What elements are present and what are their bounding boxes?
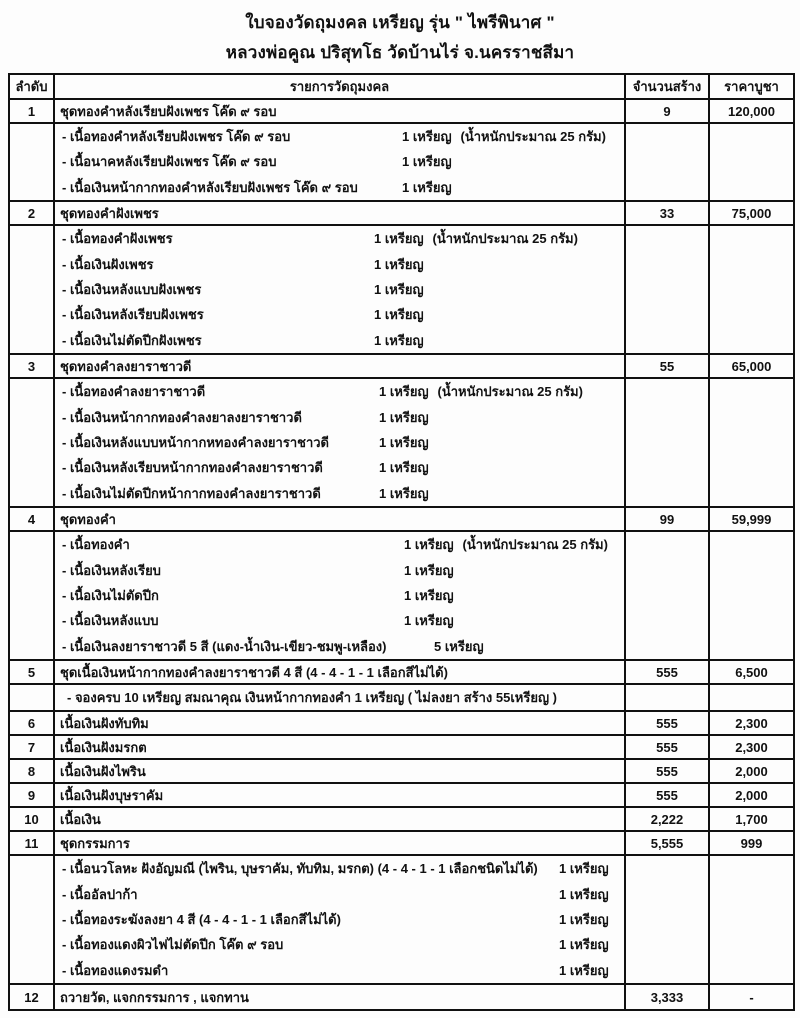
item-price: 6,500 bbox=[735, 664, 768, 680]
sub-items-block-4 bbox=[10, 532, 793, 661]
row-number: 7 bbox=[10, 736, 55, 758]
table-row-7 bbox=[10, 736, 793, 760]
sub-item bbox=[62, 149, 624, 174]
empty-cell bbox=[710, 532, 793, 659]
sub-item bbox=[62, 583, 624, 608]
item-price: 75,000 bbox=[731, 205, 772, 221]
sub-item-amount: 1 เหรียญ bbox=[374, 231, 424, 247]
item-label: เนื้อเงิน bbox=[55, 808, 626, 830]
item-qty: 555 bbox=[626, 736, 710, 758]
empty-cell bbox=[626, 124, 710, 200]
item-qty: 555 bbox=[626, 712, 710, 734]
sub-item-desc: - เนื้อเงินหลังแบบ bbox=[62, 613, 159, 629]
sub-item-desc: - เนื้อทองคำหลังเรียบฝังเพชร โค๊ด ๙ รอบ bbox=[62, 129, 291, 145]
item-qty: 33 bbox=[626, 202, 710, 224]
sub-item-note: (น้ำหนักประมาณ 25 กรัม) bbox=[460, 129, 606, 145]
header-price: ราคาบูชา bbox=[724, 79, 779, 94]
row-number: 9 bbox=[10, 784, 55, 806]
item-qty: 555 bbox=[626, 784, 710, 806]
item-qty: 555 bbox=[626, 760, 710, 782]
row-number: 4 bbox=[10, 508, 55, 530]
table-row-9 bbox=[10, 784, 793, 808]
sub-items-block-3 bbox=[10, 379, 793, 508]
sub-item bbox=[62, 405, 624, 430]
sub-item bbox=[62, 430, 624, 455]
empty-cell bbox=[626, 856, 710, 983]
sub-item-amount: 1 เหรียญ bbox=[374, 332, 424, 348]
sub-item bbox=[62, 633, 624, 658]
sub-item-desc: - เนื้อทองแดงผิวไฟไม่ตัดปีก โค๊ต ๙ รอบ bbox=[62, 937, 284, 953]
row-number: 10 bbox=[10, 808, 55, 830]
table-row-4 bbox=[10, 508, 793, 532]
sub-item-amount: 1 เหรียญ bbox=[559, 937, 609, 953]
sub-items-block-5 bbox=[10, 685, 793, 712]
item-qty: 5,555 bbox=[626, 832, 710, 854]
row-number: 12 bbox=[10, 985, 55, 1009]
sub-item-desc: - เนื้อทองคำ bbox=[62, 537, 130, 553]
item-qty: 3,333 bbox=[626, 985, 710, 1009]
sub-item-amount: 1 เหรียญ bbox=[404, 613, 454, 629]
sub-item bbox=[62, 302, 624, 327]
sub-item-amount: 1 เหรียญ bbox=[374, 307, 424, 323]
item-label: ชุดเนื้อเงินหน้ากากทองคำลงยาราชาวดี 4 สี (4 - 4 - 1 - 1 เลือกสีไม่ได้) bbox=[55, 661, 626, 683]
sub-item bbox=[62, 379, 624, 404]
item-label: ชุดทองคำลงยาราชาวดี bbox=[55, 355, 626, 377]
sub-item-desc: - เนื้อทองคำฝังเพชร bbox=[62, 231, 173, 247]
empty-cell bbox=[10, 532, 55, 659]
table-row-3 bbox=[10, 355, 793, 379]
sub-item bbox=[62, 882, 624, 907]
item-label: ชุดทองคำหลังเรียบฝังเพชร โค๊ด ๙ รอบ bbox=[55, 100, 626, 122]
empty-cell bbox=[626, 532, 710, 659]
sub-item-desc: - เนื้อเงินไม่ตัดปีกหน้ากากทองคำลงยาราชาวดี bbox=[62, 485, 321, 501]
table-row-1 bbox=[10, 100, 793, 124]
sub-item bbox=[62, 957, 624, 982]
item-label: ชุดทองคำ bbox=[55, 508, 626, 530]
table-row-10 bbox=[10, 808, 793, 832]
sub-item-amount: 1 เหรียญ bbox=[379, 460, 429, 476]
table-row-8 bbox=[10, 760, 793, 784]
item-qty: 555 bbox=[626, 661, 710, 683]
sub-item-desc: - เนื้อทองคำลงยาราชาวดี bbox=[62, 384, 206, 400]
item-price: 2,000 bbox=[735, 787, 768, 803]
item-price: 59,999 bbox=[731, 511, 772, 527]
header-item: รายการวัดถุมงคล bbox=[55, 75, 626, 98]
item-label: เนื้อเงินฝังทับทิม bbox=[55, 712, 626, 734]
table-row-6 bbox=[10, 712, 793, 736]
sub-item-amount: 1 เหรียญ bbox=[379, 485, 429, 501]
sub-item bbox=[62, 252, 624, 277]
empty-cell bbox=[10, 685, 55, 710]
sub-item-desc: - เนื้อเงินไม่ตัดปีก bbox=[62, 587, 159, 603]
empty-cell bbox=[626, 226, 710, 353]
sub-item-amount: 1 เหรียญ bbox=[559, 886, 609, 902]
sub-item bbox=[62, 608, 624, 633]
row-number: 11 bbox=[10, 832, 55, 854]
row-number: 3 bbox=[10, 355, 55, 377]
sub-item-desc: - เนื้อเงินหลังแบบหน้ากากหทองคำลงยาราชาวดี bbox=[62, 434, 329, 450]
item-qty: 99 bbox=[626, 508, 710, 530]
sub-item-amount: 1 เหรียญ bbox=[379, 409, 429, 425]
sub-item-desc: - เนื้อนวโลหะ ฝังอัญมณี (ไพริน, บุษราคัม, ทับทิม, มรกต) (4 - 4 - 1 - 1 เลือกชนิดไม่ได้) bbox=[62, 861, 538, 877]
item-price: 2,000 bbox=[735, 763, 768, 779]
sub-item-desc: - เนื้อเงินหน้ากากทองคำลงยาลงยาราชาวดี bbox=[62, 409, 302, 425]
sub-item-desc: - เนื้อเงินหลังเรียบฝังเพชร bbox=[62, 307, 204, 323]
sub-item-desc: - เนื้อทองแดงรมดำ bbox=[62, 962, 169, 978]
sub-item-desc: - เนื้อเงินหลังเรียบหน้ากากทองคำลงยาราชาวดี bbox=[62, 460, 323, 476]
sub-item-desc: - เนื้อเงินหน้ากากทองคำหลังเรียบฝังเพชร โค๊ด ๙ รอบ bbox=[62, 179, 358, 195]
empty-cell bbox=[710, 379, 793, 506]
item-qty: 55 bbox=[626, 355, 710, 377]
item-price: 120,000 bbox=[728, 103, 775, 119]
sub-item-note: (น้ำหนักประมาณ 25 กรัม) bbox=[462, 537, 608, 553]
amulet-order-table bbox=[8, 73, 795, 1011]
sub-item bbox=[62, 907, 624, 932]
sub-item bbox=[62, 856, 624, 881]
item-price: 2,300 bbox=[735, 715, 768, 731]
sub-item bbox=[62, 455, 624, 480]
sub-item-amount: 1 เหรียญ bbox=[374, 281, 424, 297]
sub-item-amount: 1 เหรียญ bbox=[402, 179, 452, 195]
item-label: ชุดทองคำฝังเพชร bbox=[55, 202, 626, 224]
document-title bbox=[0, 8, 800, 68]
sub-item-desc: - เนื้อทองระฆังลงยา 4 สี (4 - 4 - 1 - 1 เลือกสีไม่ได้) bbox=[62, 911, 341, 927]
sub-item-desc: - เนื้อเงินไม่ตัดปีกฝังเพชร bbox=[62, 332, 202, 348]
row-number: 1 bbox=[10, 100, 55, 122]
item-label: เนื้อเงินฝังไพริน bbox=[55, 760, 626, 782]
item-qty: 9 bbox=[626, 100, 710, 122]
row-number: 8 bbox=[10, 760, 55, 782]
empty-cell bbox=[626, 379, 710, 506]
sub-item-amount: 1 เหรียญ bbox=[559, 911, 609, 927]
item-label: เนื้อเงินฝังมรกต bbox=[55, 736, 626, 758]
title-line-1: ใบจองวัดถุมงคล เหรียญ รุ่น " ไพรีพินาศ " bbox=[245, 13, 555, 32]
sub-item bbox=[62, 327, 624, 352]
title-line-2: หลวงพ่อคูณ ปริสุทโธ วัดบ้านไร่ จ.นครราชสีมา bbox=[225, 43, 575, 62]
empty-cell bbox=[710, 124, 793, 200]
sub-items-block-1 bbox=[10, 124, 793, 202]
item-price: - bbox=[749, 989, 754, 1005]
sub-item bbox=[62, 480, 624, 505]
sub-item bbox=[62, 175, 624, 200]
sub-item-amount: 1 เหรียญ bbox=[404, 562, 454, 578]
item-label: ถวายวัด, แจกกรรมการ , แจกทาน bbox=[55, 985, 626, 1009]
sub-item bbox=[62, 558, 624, 583]
row-number: 6 bbox=[10, 712, 55, 734]
sub-item-amount: 1 เหรียญ bbox=[402, 129, 452, 145]
sub-item-desc: - จองครบ 10 เหรียญ สมณาคุณ เงินหน้ากากทองคำ 1 เหรียญ ( ไม่ลงยา สร้าง 55เหรียญ ) bbox=[67, 690, 557, 705]
empty-cell bbox=[10, 226, 55, 353]
item-price: 999 bbox=[740, 835, 763, 851]
empty-cell bbox=[10, 124, 55, 200]
empty-cell bbox=[710, 685, 793, 710]
sub-item-amount: 1 เหรียญ bbox=[379, 384, 429, 400]
empty-cell bbox=[710, 856, 793, 983]
item-price: 2,300 bbox=[735, 739, 768, 755]
sub-item-desc: - เนื้อนาคหลังเรียบฝังเพชร โค๊ด ๙ รอบ bbox=[62, 154, 277, 170]
item-label: ชุดกรรมการ bbox=[55, 832, 626, 854]
item-price: 65,000 bbox=[731, 358, 772, 374]
empty-cell bbox=[626, 685, 710, 710]
sub-item bbox=[62, 277, 624, 302]
sub-item-note: (น้ำหนักประมาณ 25 กรัม) bbox=[437, 384, 583, 400]
sub-item bbox=[62, 124, 624, 149]
sub-item-amount: 1 เหรียญ bbox=[379, 434, 429, 450]
sub-item-amount: 1 เหรียญ bbox=[404, 537, 454, 553]
sub-item bbox=[62, 226, 624, 251]
sub-item-desc: - เนื้อเงินหลังเรียบ bbox=[62, 562, 161, 578]
sub-item-note: (น้ำหนักประมาณ 25 กรัม) bbox=[432, 231, 578, 247]
table-header-row bbox=[10, 75, 793, 100]
empty-cell bbox=[710, 226, 793, 353]
sub-item-amount: 1 เหรียญ bbox=[404, 587, 454, 603]
sub-items-block-11 bbox=[10, 856, 793, 985]
row-number: 5 bbox=[10, 661, 55, 683]
header-no: ลำดับ bbox=[10, 75, 55, 98]
empty-cell bbox=[10, 856, 55, 983]
item-label: เนื้อเงินฝังบุษราคัม bbox=[55, 784, 626, 806]
table-row-5 bbox=[10, 661, 793, 685]
sub-item-desc: - เนื้อเงินหลังแบบฝังเพชร bbox=[62, 281, 202, 297]
sub-item-desc: - เนื้อเงินลงยาราชาวดี 5 สี (แดง-น้ำเงิน-เขียว-ชมพู-เหลือง) bbox=[62, 638, 387, 654]
sub-item-desc: - เนื้ออัลปาก้า bbox=[62, 886, 138, 902]
sub-item-amount: 1 เหรียญ bbox=[559, 962, 609, 978]
sub-item-amount: 1 เหรียญ bbox=[559, 861, 609, 877]
sub-item bbox=[62, 932, 624, 957]
sub-items-block-2 bbox=[10, 226, 793, 355]
table-row-2 bbox=[10, 202, 793, 226]
row-number: 2 bbox=[10, 202, 55, 224]
sub-item-bonus-note bbox=[67, 685, 624, 710]
sub-item-amount: 1 เหรียญ bbox=[374, 256, 424, 272]
sub-item-amount: 1 เหรียญ bbox=[402, 154, 452, 170]
item-price: 1,700 bbox=[735, 811, 768, 827]
table-row-11 bbox=[10, 832, 793, 856]
sub-item-amount: 5 เหรียญ bbox=[434, 638, 484, 654]
item-qty: 2,222 bbox=[626, 808, 710, 830]
sub-item-desc: - เนื้อเงินฝังเพชร bbox=[62, 256, 154, 272]
table-row-12 bbox=[10, 985, 793, 1009]
empty-cell bbox=[10, 379, 55, 506]
header-qty: จำนวนสร้าง bbox=[626, 75, 710, 98]
sub-item bbox=[62, 532, 624, 557]
